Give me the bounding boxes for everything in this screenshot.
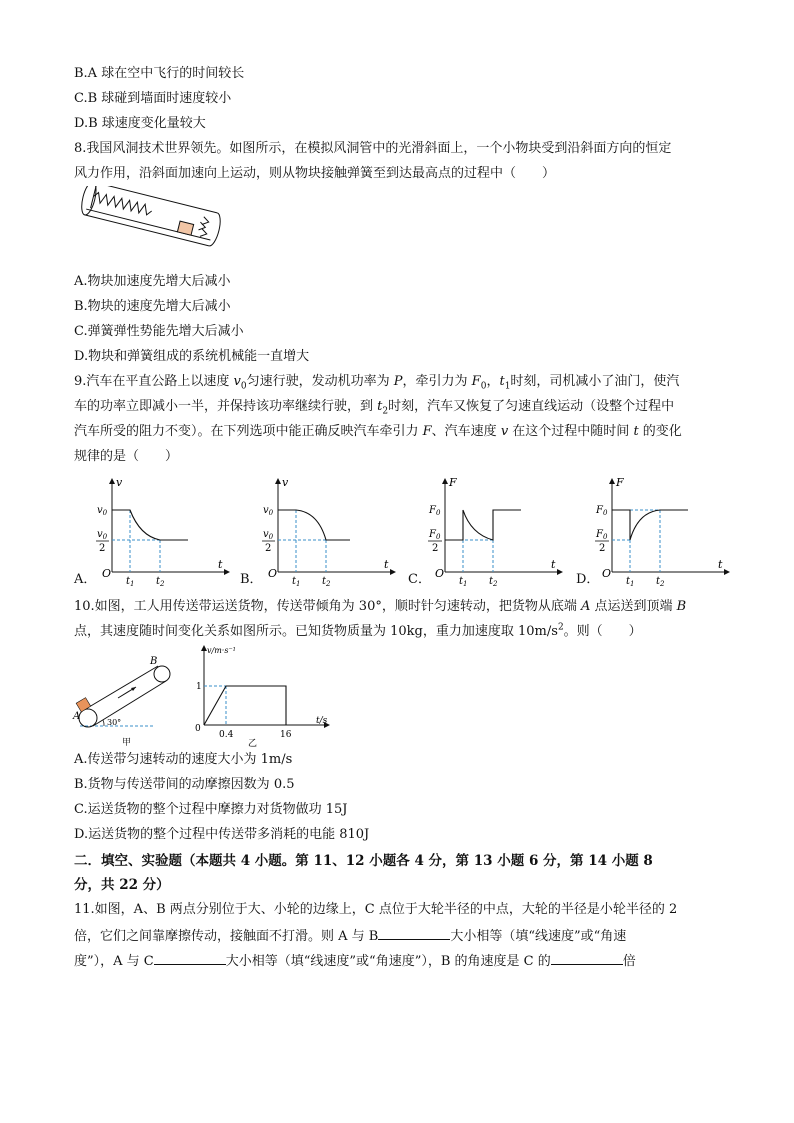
q9-graph-d <box>592 476 732 586</box>
q8-option-b: B.物块的速度先增大后减小 <box>74 299 231 314</box>
F0-tick-label: $F_0$ <box>429 505 441 517</box>
vt-curve <box>204 686 286 725</box>
x-axis-label: t/s <box>316 716 328 726</box>
origin-label: O <box>102 567 112 580</box>
q9-stem-line-1: 9.汽车在平直公路上以速度 $v_0$匀速行驶，发动机功率为 P，牵引力为 $F_0$，$t_1$时刻，司机减小了油门，使汽 <box>74 374 680 392</box>
q9-stem-line-4: 规律的是（ ） <box>74 449 179 464</box>
v0-tick-label: $v_0$ <box>97 505 108 517</box>
v0-tick-label: $v_0$ <box>263 505 274 517</box>
y-axis-label: v/m·s⁻¹ <box>207 646 236 655</box>
graph-d-curve <box>612 510 688 540</box>
q9-stem-line-3: 汽车所受的阻力不变）。在下列选项中能正确反映汽车牵引力 F、汽车速度 v 在这个过程中随时间 t 的变化 <box>74 424 682 439</box>
t1-tick-label: $t_1$ <box>626 576 635 586</box>
section-2-heading-line-1: 二．填空、实验题（本题共 4 小题。第 11、12 小题各 4 分，第 13 小题 6 分，第 14 小题 8 <box>74 853 653 869</box>
q11-line-1: 11.如图，A、B 两点分别位于大、小轮的边缘上，C 点位于大轮半径的中点，大轮的半径是小轮半径的 2 <box>74 902 678 917</box>
figure-b-caption: 乙 <box>248 739 258 748</box>
angle-label: 30° <box>107 718 122 727</box>
answer-blank-2[interactable] <box>154 952 226 965</box>
q9-option-d-label: D． <box>576 572 600 587</box>
q10-option-d: D.运送货物的整个过程中传送带多消耗的电能 810J <box>74 827 370 842</box>
origin-label: 0 <box>195 724 201 734</box>
q11-line-3: 度”），A 与 C 大小相等（填“线速度”或“角速度”），B 的角速度是 C 的 倍 <box>74 954 636 969</box>
half-den: 2 <box>265 543 272 554</box>
origin-label: O <box>435 567 445 580</box>
q10-vt-graph <box>190 643 340 748</box>
section-2-heading-line-2: 分，共 22 分） <box>74 877 170 893</box>
t-axis-label: t <box>384 558 389 571</box>
q8-option-a: A.物块加速度先增大后减小 <box>74 274 231 289</box>
q11-line-2: 倍，它们之间靠摩擦传动，接触面不打滑。则 A 与 B 大小相等（填“线速度”或“角速 <box>74 929 627 944</box>
conveyor-belt-figure <box>70 652 182 748</box>
answer-blank-1[interactable] <box>378 927 450 940</box>
x-tick-0.4: 0.4 <box>219 730 234 740</box>
x-tick-16: 16 <box>280 730 292 740</box>
q10-option-c: C.运送货物的整个过程中摩擦力对货物做功 15J <box>74 802 348 817</box>
q9-option-c-label: C． <box>408 572 431 587</box>
q7-option-d: D.B 球速度变化量较大 <box>74 116 206 131</box>
t2-tick-label: $t_2$ <box>156 576 165 586</box>
q9-option-b-label: B． <box>240 572 263 587</box>
t1-tick-label: $t_1$ <box>292 576 301 586</box>
F-axis-label: F <box>449 476 457 489</box>
answer-blank-3[interactable] <box>551 952 623 965</box>
q10-option-b: B.货物与传送带间的动摩擦因数为 0.5 <box>74 777 295 792</box>
graph-a-curve <box>112 510 188 540</box>
origin-label: O <box>602 567 612 580</box>
y-tick-1: 1 <box>196 682 202 692</box>
q8-stem-line-2: 风力作用，沿斜面加速向上运动，则从物块接触弹簧至到达最高点的过程中（ ） <box>74 166 556 181</box>
F0-half-num: $F_0$ <box>429 529 441 541</box>
q10-stem-line-1: 10.如图，工人用传送带运送货物，传送带倾角为 30°，顺时针匀速转动，把货物从底端 A 点运送到顶端 B <box>74 599 687 614</box>
t2-tick-label: $t_2$ <box>656 576 665 586</box>
q10-stem-line-2: 点，其速度随时间变化关系如图所示。已知货物质量为 10kg，重力加速度取 $10m/s^2$。则（ ） <box>74 622 642 639</box>
wind-tunnel-figure <box>70 186 230 266</box>
q7-option-b: B.A 球在空中飞行的时间较长 <box>74 66 245 81</box>
t1-tick-label: $t_1$ <box>126 576 135 586</box>
q8-option-d: D.物块和弹簧组成的系统机械能一直增大 <box>74 349 310 364</box>
point-b-label: B <box>150 656 158 667</box>
t-axis-label: t <box>218 558 223 571</box>
q8-stem-line-1: 8.我国风洞技术世界领先。如图所示，在模拟风洞管中的光滑斜面上，一个小物块受到沿斜面方向的恒定 <box>74 141 672 156</box>
half-den: 2 <box>99 543 106 554</box>
t1-tick-label: $t_1$ <box>459 576 468 586</box>
graph-c-curve <box>445 510 521 540</box>
t2-tick-label: $t_2$ <box>489 576 498 586</box>
q9-graph-c <box>425 476 565 586</box>
origin-label: O <box>268 567 278 580</box>
t2-tick-label: $t_2$ <box>322 576 331 586</box>
F0-half-num: $F_0$ <box>596 529 608 541</box>
v0-half-num: $v_0$ <box>263 529 274 541</box>
q7-option-c: C.B 球碰到墙面时速度较小 <box>74 91 232 106</box>
q9-graph-b <box>258 476 398 586</box>
graph-b-curve <box>278 510 350 540</box>
t-axis-label: t <box>551 558 556 571</box>
q10-option-a: A.传送带匀速转动的速度大小为 1m/s <box>74 752 293 767</box>
figure-a-caption: 甲 <box>122 738 132 748</box>
q9-option-a-label: A． <box>74 572 97 587</box>
q8-option-c: C.弹簧弹性势能先增大后减小 <box>74 324 244 339</box>
half-den: 2 <box>432 543 439 554</box>
q9-graph-a <box>92 476 232 586</box>
point-a-label: A <box>73 711 81 722</box>
F0-tick-label: $F_0$ <box>596 505 608 517</box>
v-axis-label: v <box>116 476 123 489</box>
q9-stem-line-2: 车的功率立即减小一半，并保持该功率继续行驶，到 $t_2$时刻，汽车又恢复了匀速直线运动（设整个过程中 <box>74 399 675 417</box>
v-axis-label: v <box>282 476 289 489</box>
v0-half-num: $v_0$ <box>97 529 108 541</box>
half-den: 2 <box>599 543 606 554</box>
F-axis-label: F <box>616 476 624 489</box>
t-axis-label: t <box>718 558 723 571</box>
